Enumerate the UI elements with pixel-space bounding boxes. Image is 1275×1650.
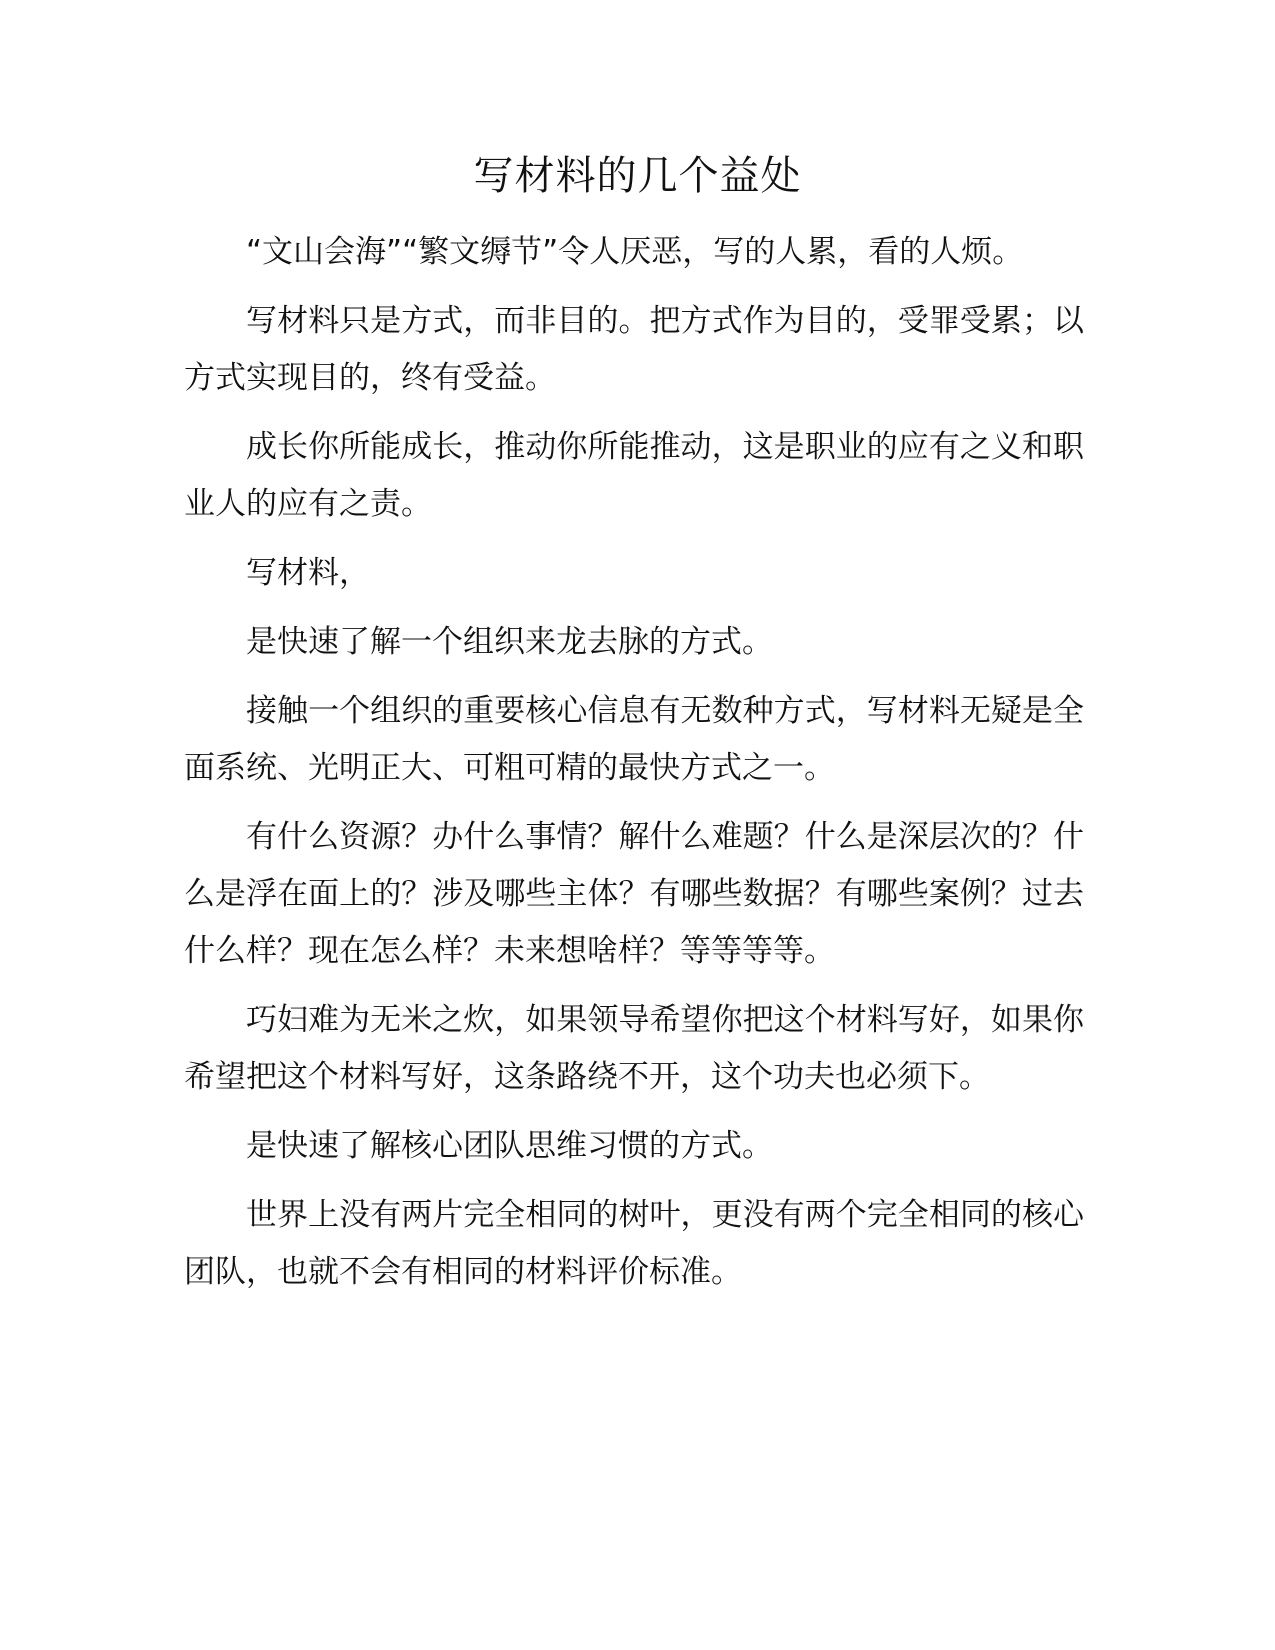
paragraph: 世界上没有两片完全相同的树叶，更没有两个完全相同的核心团队，也就不会有相同的材料评价标准。	[184, 1197, 1084, 1290]
paragraph: 有什么资源？办什么事情？解什么难题？什么是深层次的？什么是浮在面上的？涉及哪些主体？有哪些数据？有哪些案例？过去什么样？现在怎么样？未来想啥样？等等等等。	[184, 819, 1084, 969]
paragraph: 接触一个组织的重要核心信息有无数种方式，写材料无疑是全面系统、光明正大、可粗可精的最快方式之一。	[184, 693, 1084, 786]
paragraph: 巧妇难为无米之炊，如果领导希望你把这个材料写好，如果你希望把这个材料写好，这条路绕不开，这个功夫也必须下。	[184, 1002, 1084, 1095]
paragraph: 是快速了解一个组织来龙去脉的方式。	[246, 624, 773, 660]
paragraph: 写材料，	[246, 555, 370, 591]
paragraph: 写材料只是方式，而非目的。把方式作为目的，受罪受累；以方式实现目的，终有受益。	[184, 303, 1084, 396]
document-body	[184, 224, 1084, 1313]
document-title: 写材料的几个益处	[473, 153, 802, 199]
paragraph: 是快速了解核心团队思维习惯的方式。	[246, 1128, 773, 1164]
paragraph: 成长你所能成长，推动你所能推动，这是职业的应有之义和职业人的应有之责。	[184, 429, 1084, 522]
paragraph: “文山会海”“繁文缛节”令人厌恶，写的人累，看的人烦。	[246, 234, 1024, 270]
